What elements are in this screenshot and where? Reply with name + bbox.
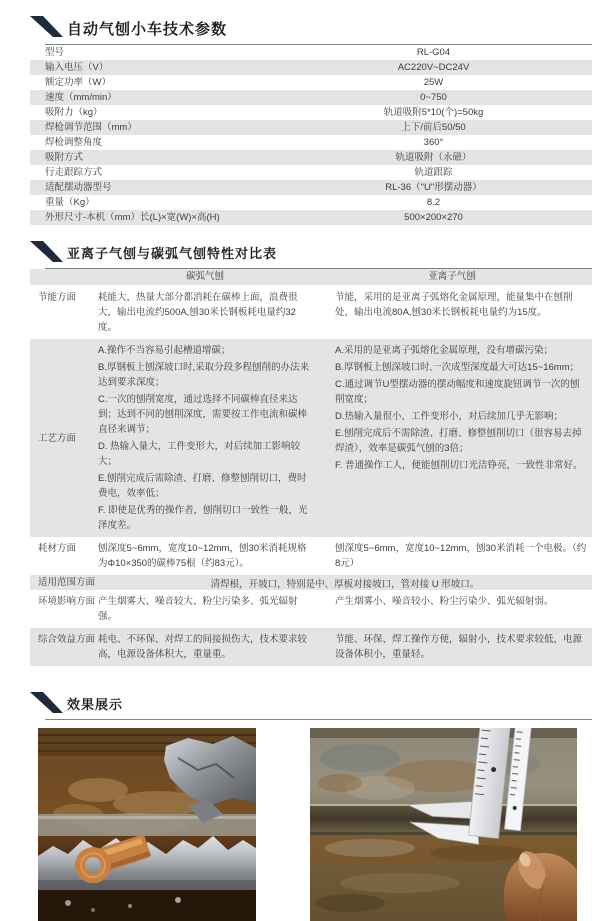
process-item: C.一次的刨削宽度，通过选择不同碳棒直径来达到；达到不同的刨削深度，需要按工作电流和碳棒直径来调节； — [98, 394, 308, 435]
table-row — [30, 195, 592, 210]
plasma-cell: 节能，采用的是亚离子弧熔化金属原理，能量集中在刨削处，输出电流80A,刨30米长钢板耗电量约为15度。 — [335, 292, 573, 318]
table-row-consumables — [30, 537, 592, 575]
carbon-cell — [98, 339, 320, 537]
spec-label: 吸附力（kg） — [45, 107, 103, 118]
table-row — [30, 135, 592, 150]
carbon-cell: 产生烟雾大、噪音较大、粉尘污染多、弧光辐射强。 — [98, 596, 298, 622]
table-row-overall — [30, 628, 592, 666]
spec-label: 型号 — [45, 47, 65, 58]
scope-cell: 清焊根，开坡口，特别是中、厚板对接坡口，管对接 U 形坡口。 — [210, 579, 480, 590]
process-item: A.操作不当容易引起槽道增碳； — [98, 345, 231, 356]
process-item: E.刨削完成后不需除渣、打磨、修整刨削切口（很容易去掉焊渣），效率是碳弧气刨的3倍； — [335, 428, 582, 454]
process-item: F. 即使是优秀的操作者，刨削切口一致性一般，光泽度差。 — [98, 505, 308, 531]
table-row — [30, 165, 592, 180]
header-spacer — [30, 269, 98, 285]
process-item: D. 热输入量大，工件变形大，对后续加工影响较大； — [98, 441, 301, 467]
plasma-cell — [320, 339, 592, 537]
spec-label: 速度（mm/min） — [45, 92, 117, 103]
carbon-cell: 耗电、不环保、对焊工的间接损伤大，技术要求较高，电源设备体积大，重量重。 — [98, 634, 308, 660]
table-row — [30, 210, 592, 225]
col-header-plasma: 亚离子气刨 — [428, 271, 476, 282]
spec-label: 行走跟踪方式 — [45, 167, 103, 178]
comparison-table — [30, 269, 592, 666]
process-item: B.厚钢板上刨深坡口时,采取分段多程刨削的办法来达到要求深度； — [98, 362, 310, 388]
swoosh-icon — [30, 692, 64, 714]
spec-label: 输入电压（V） — [45, 62, 109, 73]
table-row — [30, 150, 592, 165]
photo-gallery — [38, 728, 610, 921]
carbon-cell: 刨深度5~6mm，宽度10~12mm，刨30米消耗规格为Φ10×350的碳棒75根（约83元）。 — [98, 543, 307, 569]
row-label: 耗材方面 — [38, 543, 77, 554]
comparison-title: 亚离子气刨与碳弧气刨特性对比表 — [67, 246, 278, 261]
spec-label: 额定功率（W） — [45, 77, 111, 88]
spec-label: 外形尺寸-本机（mm）长(L)×宽(W)×高(H) — [45, 212, 220, 223]
process-item: E.刨削完成后需除渣、打磨、修整刨削切口，费时费电，效率低； — [98, 473, 307, 499]
spec-value: RL-36（"U"形摆动器） — [385, 182, 482, 193]
plasma-cell: 产生烟雾小、噪音较小、粉尘污染少、弧光辐射弱。 — [335, 596, 554, 607]
caliper-measuring-art — [310, 728, 577, 921]
gouged-plate-slag-photo — [38, 728, 256, 921]
row-label: 综合效益方面 — [38, 634, 96, 645]
spec-label: 重量（Kg） — [45, 197, 95, 208]
spec-value: 轨道吸附（永磁） — [395, 152, 472, 163]
spec-value: 25W — [423, 77, 444, 88]
col-header-carbon: 碳弧气刨 — [185, 271, 224, 282]
table-row — [30, 90, 592, 105]
table-row — [30, 60, 592, 75]
row-label: 适用范围方面 — [38, 577, 96, 588]
table-row — [30, 105, 592, 120]
swoosh-icon — [30, 241, 64, 263]
table-row-energy — [30, 286, 592, 339]
spec-value: 轨道跟踪 — [414, 167, 453, 178]
table-row — [30, 180, 592, 195]
process-item: A.采用的是亚离子弧熔化金属原理，没有增碳污染； — [335, 345, 553, 356]
gouged-plate-slag-art — [38, 728, 256, 921]
specs-title: 自动气刨小车技术参数 — [67, 21, 228, 38]
table-row-process — [30, 339, 592, 537]
process-item: D.热输入量很小，工件变形小，对后续加几乎无影响； — [335, 411, 564, 422]
plasma-cell: 刨深度5~6mm，宽度10~12mm，刨30米消耗一个电极。（约8元） — [335, 543, 587, 569]
spec-label: 吸附方式 — [45, 152, 84, 163]
specs-table — [30, 45, 592, 225]
spec-value: 8.2 — [426, 197, 441, 208]
gallery-section-header — [45, 692, 592, 720]
spec-label: 适配摆动器型号 — [45, 182, 112, 193]
carbon-cell: 耗能大，热量大部分都消耗在碳棒上面，浪费很大，输出电流约500A,刨30米长钢板耗电量约32度。 — [98, 292, 298, 333]
spec-value: 轨道吸附5*10(个)=50kg — [383, 107, 484, 118]
table-row-scope — [30, 575, 592, 590]
spec-value: AC220V~DC24V — [397, 62, 470, 73]
plasma-cell: 节能、环保、焊工操作方便，辐射小，技术要求较低，电源设备体积小，重量轻。 — [335, 634, 583, 660]
table-row-environment — [30, 590, 592, 628]
row-label: 环境影响方面 — [38, 596, 96, 607]
swoosh-icon — [30, 16, 64, 38]
comparison-header-row — [30, 269, 592, 285]
table-row — [30, 75, 592, 90]
comparison-section-header — [45, 241, 592, 269]
spec-value: 500×200×270 — [404, 212, 463, 223]
gallery-title: 效果展示 — [67, 697, 124, 712]
table-row — [30, 120, 592, 135]
caliper-measuring-groove-photo — [310, 728, 577, 921]
spec-value: RL-G04 — [416, 47, 451, 58]
spec-value: 0~750 — [420, 92, 447, 103]
table-row — [30, 45, 592, 60]
process-item: F. 普通操作工人，便能刨削切口光洁铮亮，一致性非常好。 — [335, 460, 583, 471]
process-item: B.厚钢板上刨深坡口时,一次成型深度最大可达15~16mm； — [335, 362, 580, 373]
specs-section-header — [45, 16, 592, 45]
process-item: C.通过调节U型摆动器的摆动幅度和速度旋钮调节一次的刨削宽度； — [335, 379, 580, 405]
spec-value: 上下/前后50/50 — [401, 122, 466, 133]
spec-label: 焊枪调整角度 — [45, 137, 103, 148]
row-label: 工艺方面 — [38, 432, 77, 444]
spec-label: 焊枪调节范围（mm） — [45, 122, 137, 133]
spec-value: 360° — [423, 137, 444, 148]
row-label: 节能方面 — [38, 292, 77, 303]
